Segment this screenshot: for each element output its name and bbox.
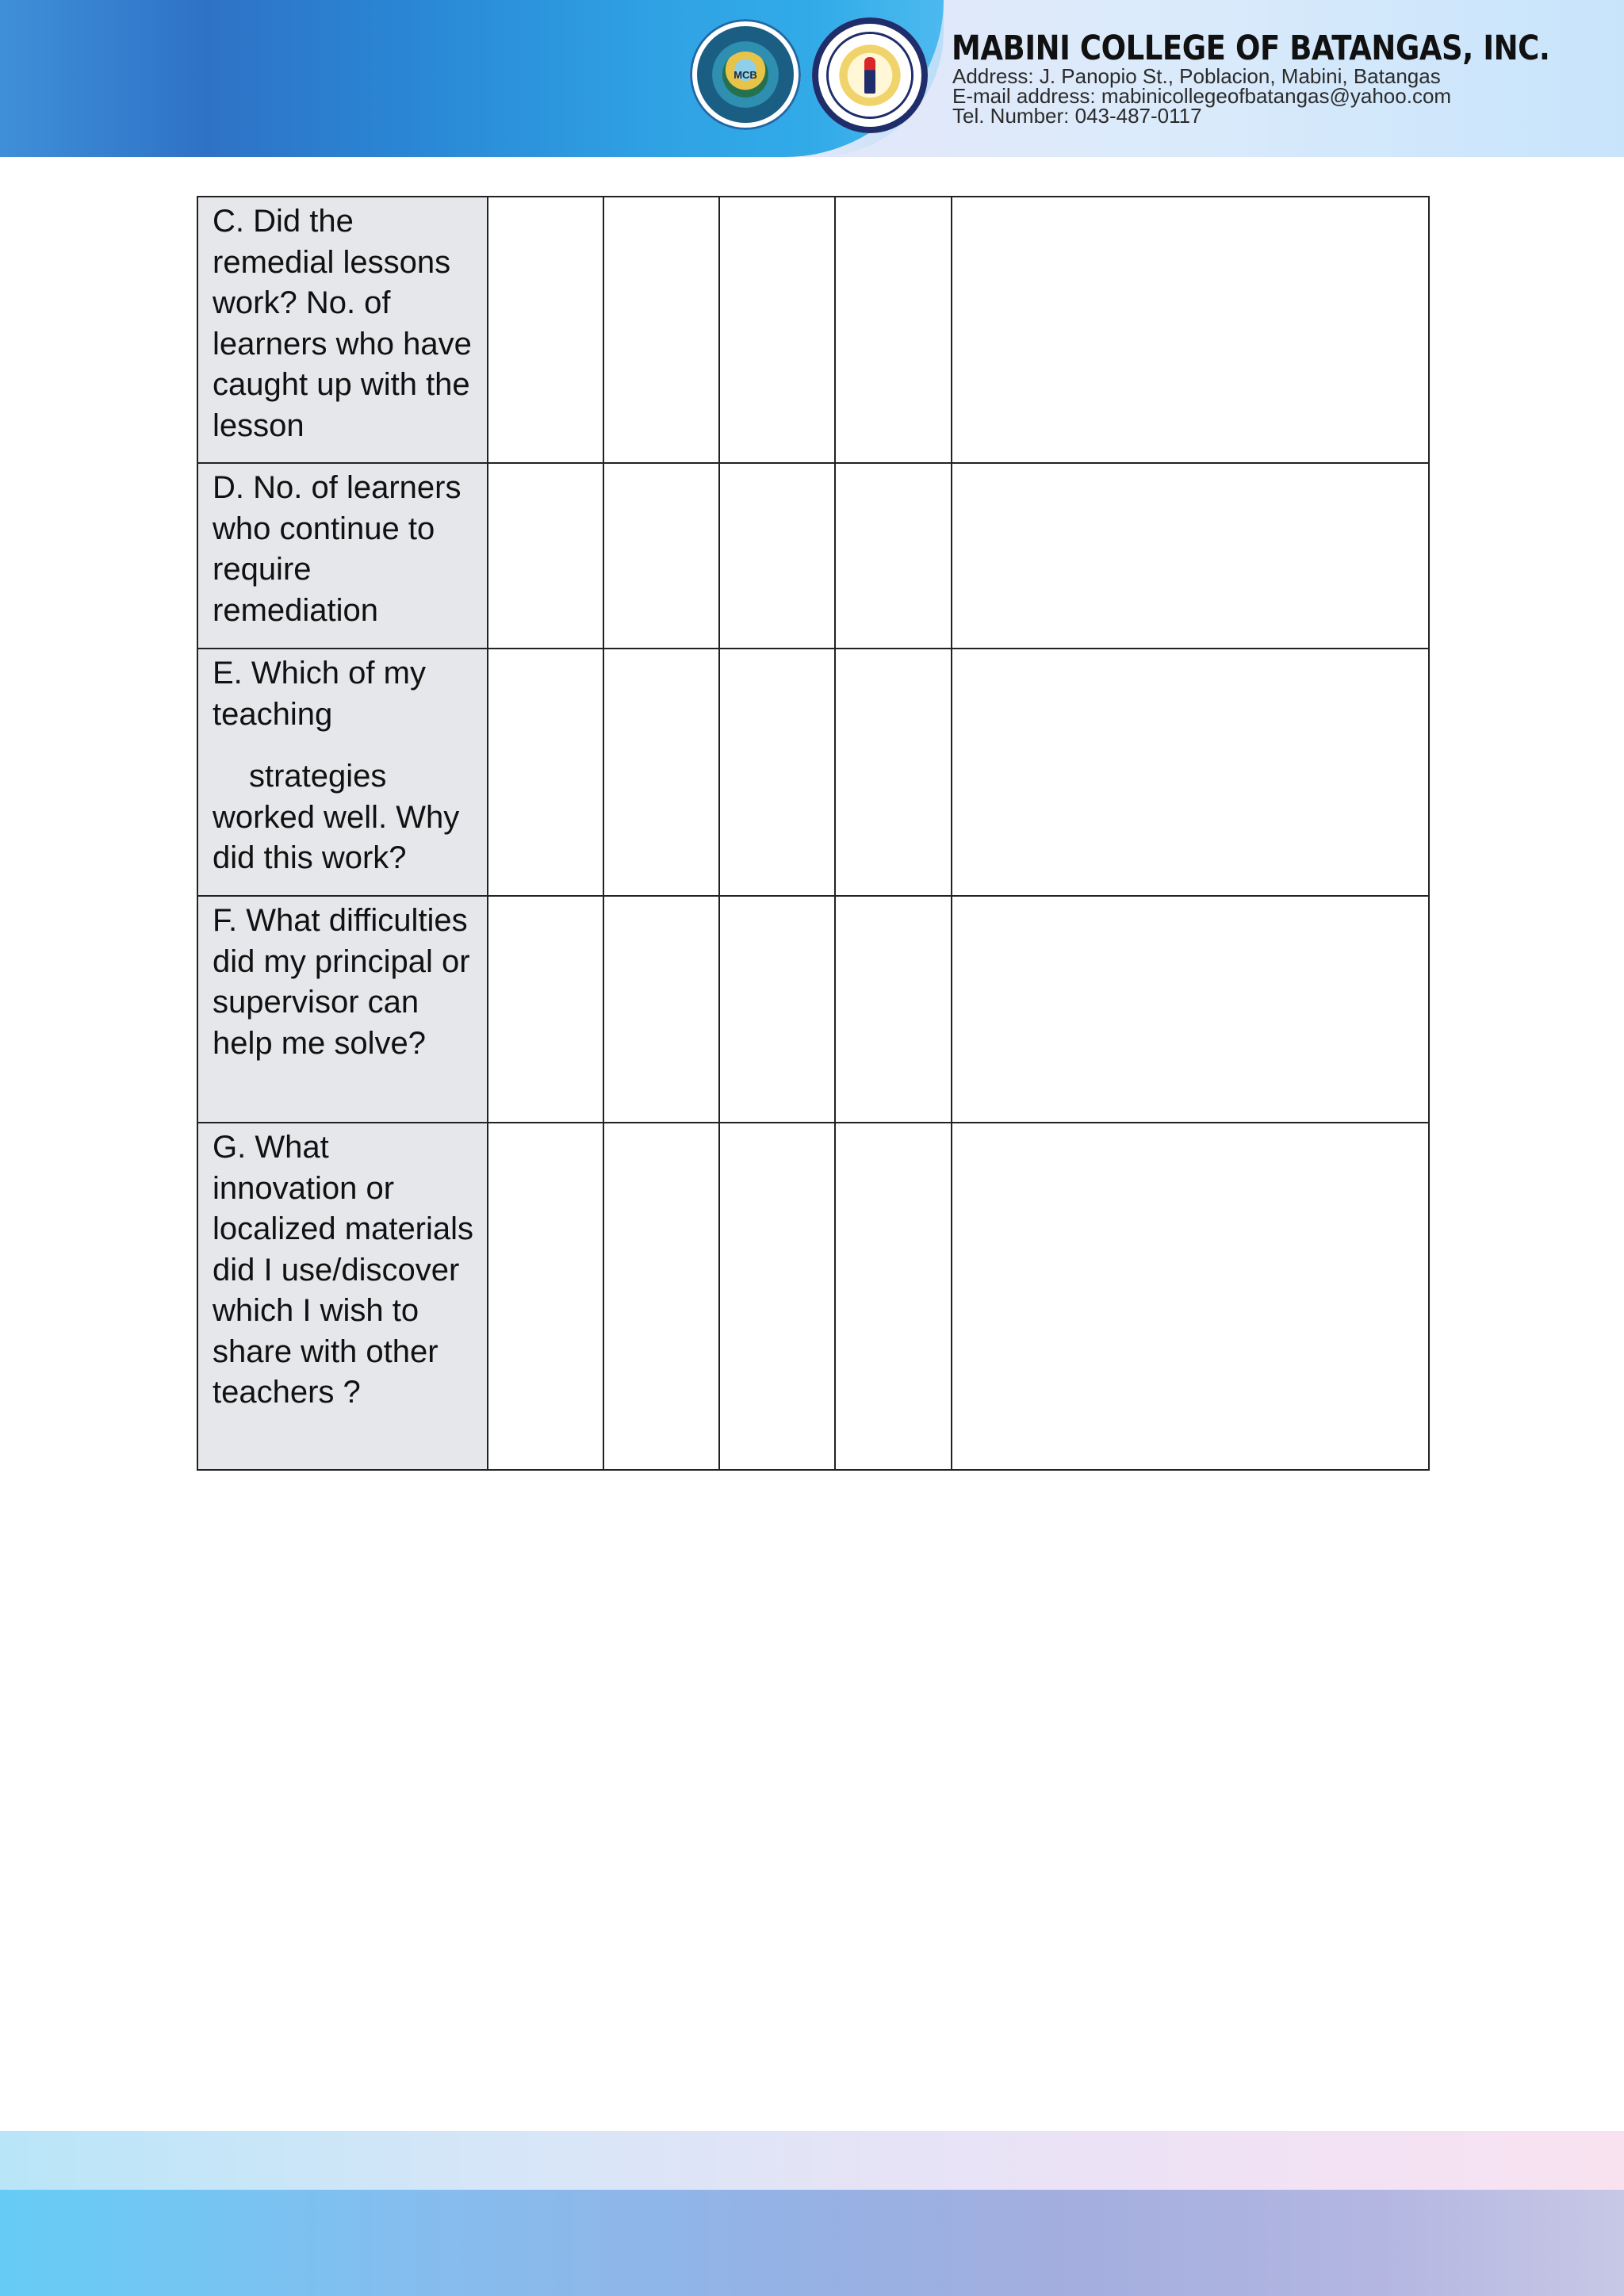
- row-label: G. What innovation or localized materials did I use/discover which I wish to share with other teachers ?: [197, 1123, 488, 1470]
- row-label: D. No. of learners who continue to require remediation: [197, 463, 488, 649]
- table-row: [197, 896, 1429, 1123]
- table-cell[interactable]: [835, 1123, 952, 1470]
- organization-name: MABINI COLLEGE OF BATANGAS, INC.: [952, 29, 1550, 68]
- table-cell[interactable]: [488, 649, 603, 896]
- organization-telephone: Tel. Number: 043-487-0117: [952, 104, 1202, 128]
- table-cell[interactable]: [719, 896, 835, 1123]
- table-row: [197, 1123, 1429, 1470]
- remarks-cell[interactable]: [952, 649, 1429, 896]
- reflection-table: [197, 196, 1430, 1471]
- remarks-cell[interactable]: [952, 896, 1429, 1123]
- table-cell[interactable]: [603, 463, 719, 649]
- college-seal-logo: [812, 17, 928, 133]
- student-government-seal: MCB: [722, 52, 768, 98]
- table-cell[interactable]: [603, 197, 719, 463]
- letterhead-banner: [0, 0, 1624, 157]
- organization-address: Address: J. Panopio St., Poblacion, Mabini, Batangas: [952, 64, 1441, 88]
- table-cell[interactable]: [603, 649, 719, 896]
- table-cell[interactable]: [719, 649, 835, 896]
- table-cell[interactable]: [719, 197, 835, 463]
- table-cell[interactable]: [488, 197, 603, 463]
- table-cell[interactable]: [603, 1123, 719, 1470]
- table-cell[interactable]: [488, 896, 603, 1123]
- table-cell[interactable]: [488, 1123, 603, 1470]
- table-cell[interactable]: [719, 463, 835, 649]
- banner-blue-band: [0, 0, 944, 157]
- table-cell[interactable]: [603, 896, 719, 1123]
- student-government-logo: [690, 19, 801, 130]
- table-row: [197, 197, 1429, 463]
- table-cell[interactable]: [488, 463, 603, 649]
- table-cell[interactable]: [835, 896, 952, 1123]
- footer-blue-band: [0, 2190, 1624, 2296]
- table-row: [197, 463, 1429, 649]
- remarks-cell[interactable]: [952, 1123, 1429, 1470]
- table-cell[interactable]: [835, 463, 952, 649]
- remarks-cell[interactable]: [952, 463, 1429, 649]
- table-cell[interactable]: [719, 1123, 835, 1470]
- row-label: C. Did the remedial lessons work? No. of learners who have caught up with the lesson: [197, 197, 488, 463]
- footer-light-band: [0, 2131, 1624, 2190]
- organization-email: E-mail address: mabinicollegeofbatangas@yahoo.com: [952, 84, 1452, 108]
- remarks-cell[interactable]: [952, 197, 1429, 463]
- table-cell[interactable]: [835, 197, 952, 463]
- torch-icon: [864, 57, 875, 94]
- row-label: E. Which of my teaching strategies worked well. Why did this work?: [197, 649, 488, 896]
- table-cell[interactable]: [835, 649, 952, 896]
- table-row: [197, 649, 1429, 896]
- row-label: F. What difficulties did my principal or supervisor can help me solve?: [197, 896, 488, 1123]
